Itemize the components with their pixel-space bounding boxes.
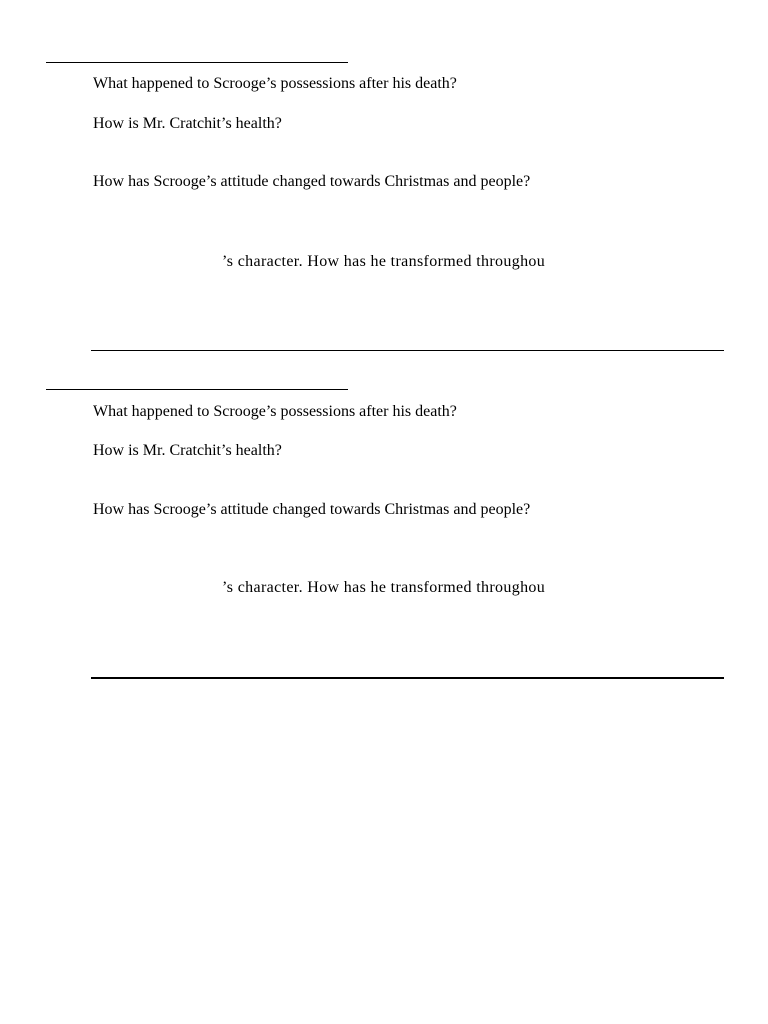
question-attitude-change: How has Scrooge’s attitude changed towards Christmas and people? [93,501,531,518]
question-cratchit-health: How is Mr. Cratchit’s health? [93,115,282,132]
question-character-transformation: ’s character. How has he transformed throughou [222,253,546,270]
name-line [46,389,348,390]
question-attitude-change: How has Scrooge’s attitude changed towards Christmas and people? [93,173,531,190]
answer-line [91,677,724,679]
question-possessions: What happened to Scrooge’s possessions after his death? [93,403,457,420]
name-line [46,62,348,63]
question-possessions: What happened to Scrooge’s possessions after his death? [93,75,457,92]
answer-line [91,350,724,351]
question-character-transformation: ’s character. How has he transformed throughou [222,579,546,596]
question-cratchit-health: How is Mr. Cratchit’s health? [93,442,282,459]
